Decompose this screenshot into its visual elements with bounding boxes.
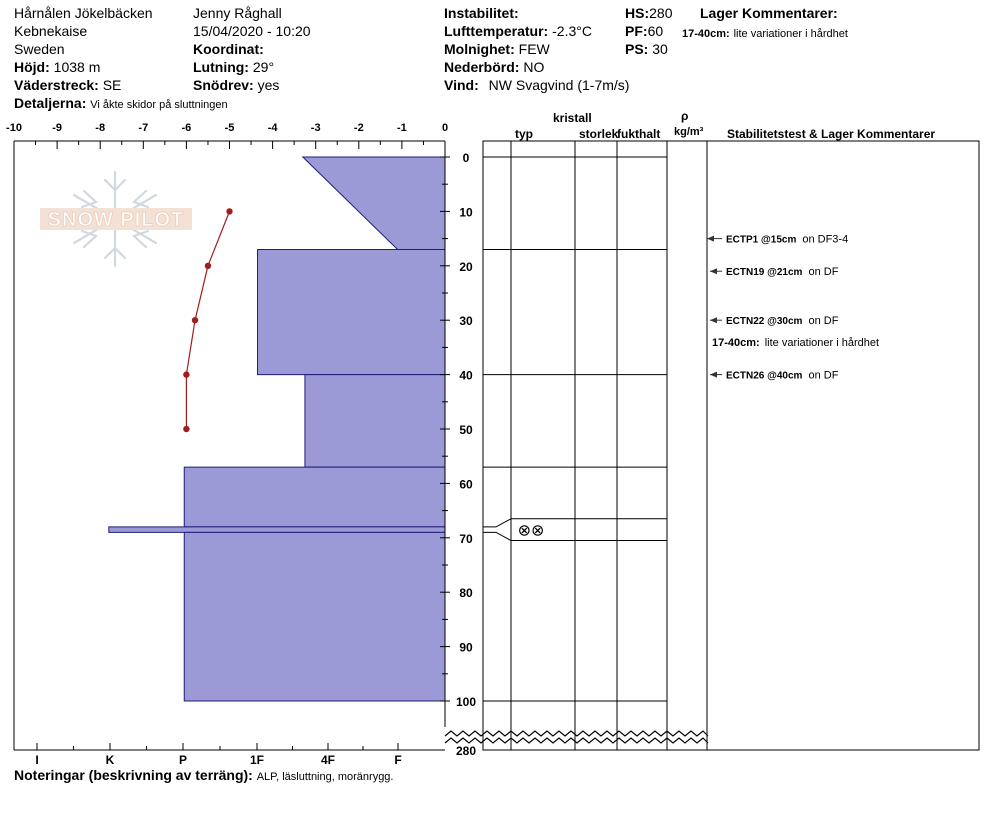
temp-tick-label-2: -8 — [95, 122, 106, 134]
observation-datetime: 15/04/2020 - 10:20 — [193, 23, 311, 39]
hardness-tick-label-3: 1F — [249, 753, 265, 767]
stability-test-1 — [726, 266, 839, 278]
crystal-type-symbol: ⊗⊗ — [517, 522, 545, 540]
depth-tick-label-9: 90 — [459, 640, 473, 655]
stability-test-code: ECTP1 @15cm — [726, 234, 797, 246]
depth-tick-label-1: 10 — [459, 205, 473, 220]
wind-label: Vind: — [444, 77, 479, 93]
stability-test-result: on DF — [808, 315, 839, 328]
depth-tick-label-7: 70 — [459, 531, 473, 546]
ps-value: 30 — [652, 41, 668, 57]
layer-comments-label: Lager Kommentarer: — [700, 5, 838, 21]
airtemp-label: Lufttemperatur: — [444, 23, 549, 39]
temperature-point-2 — [192, 317, 198, 323]
depth-break-zigzag-lower — [445, 738, 708, 743]
stability-arrowhead-1 — [710, 268, 717, 274]
elevation-label: Höjd: — [14, 59, 50, 75]
depth-break-label: 280 — [455, 744, 477, 758]
crystal-thin-layer-connector-top — [483, 519, 511, 527]
hardness-layer-0 — [303, 157, 445, 249]
density-unit: kg/m³ — [674, 126, 704, 138]
temp-tick-label-6: -4 — [267, 122, 278, 134]
stability-test-code: ECTN22 @30cm — [726, 316, 803, 328]
temp-tick-label-9: -1 — [397, 122, 407, 134]
temp-tick-label-5: -5 — [224, 122, 235, 134]
crystal-thin-layer-connector-bottom — [483, 532, 511, 540]
precip-label: Nederbörd: — [444, 59, 520, 75]
drift-value: yes — [257, 77, 280, 93]
coordinate-label: Koordinat: — [193, 41, 264, 57]
notes-label: Noteringar (beskrivning av terräng): — [14, 767, 253, 783]
depth-tick-label-6: 60 — [459, 477, 473, 492]
pf-value: 60 — [647, 23, 664, 39]
pf-label: PF: — [625, 23, 648, 39]
details-value: Vi åkte skidor på sluttningen — [90, 99, 228, 111]
stability-test-2 — [726, 315, 839, 327]
stability-arrowhead-2 — [710, 317, 717, 323]
crystal-group-header: kristall — [553, 111, 592, 125]
snowpilot-logo — [40, 172, 192, 266]
instability-label: Instabilitet: — [444, 5, 519, 21]
precip-value: NO — [523, 59, 545, 75]
region-name: Kebnekaise — [14, 23, 88, 39]
temp-tick-label-10: 0 — [441, 122, 449, 134]
observer-name: Jenny Råghall — [193, 5, 282, 21]
temp-tick-label-4: -6 — [181, 122, 192, 134]
stability-test-result: on DF — [808, 369, 839, 382]
depth-tick-label-3: 30 — [459, 314, 473, 329]
hardness-layer-5 — [184, 532, 445, 701]
aspect-label: Väderstreck: — [14, 77, 99, 93]
hardness-layer-2 — [305, 375, 445, 467]
hardness-profile — [109, 157, 445, 701]
airtemp-value: -2.3°C — [552, 23, 592, 39]
hardness-layer-3 — [184, 467, 445, 527]
temp-tick-label-0: -10 — [6, 122, 22, 134]
header-layer-comment-text: lite variationer i hårdhet — [733, 28, 848, 40]
temp-tick-label-3: -7 — [138, 122, 149, 134]
crystal-type-header: typ — [515, 127, 533, 141]
density-symbol: ρ — [681, 109, 689, 123]
grid-layer-comment-text: lite variationer i hårdhet — [764, 336, 880, 349]
depth-tick-label-4: 40 — [459, 368, 473, 383]
hs-value: 280 — [649, 5, 673, 21]
depth-tick-label-2: 20 — [459, 259, 473, 274]
hardness-layer-1 — [258, 249, 445, 374]
drift-label: Snödrev: — [193, 77, 254, 93]
aspect-value: SE — [102, 77, 122, 93]
depth-tick-label-8: 80 — [459, 586, 473, 601]
depth-tick-label-10: 100 — [455, 695, 477, 709]
hardness-tick-label-5: F — [394, 753, 402, 767]
temp-tick-label-8: -2 — [353, 122, 364, 134]
crystal-grid — [483, 141, 979, 750]
crystal-grid-frame — [483, 141, 979, 750]
cloud-label: Molnighet: — [444, 41, 515, 57]
stability-arrowhead-3 — [710, 372, 717, 378]
hardness-tick-label-1: K — [105, 753, 115, 767]
wind-value: NW Svagvind (1-7m/s) — [488, 77, 630, 93]
hardness-tick-label-2: P — [178, 753, 188, 767]
stability-arrowhead-0 — [707, 236, 714, 242]
details-label: Detaljerna: — [14, 95, 87, 111]
logo-text: SNOW PILOT — [47, 209, 185, 231]
crystal-size-header: storlek — [579, 127, 619, 141]
notes-value: ALP, läsluttning, moränrygg. — [256, 771, 394, 783]
elevation-value: 1038 m — [53, 59, 101, 75]
temperature-point-4 — [183, 426, 189, 432]
temperature-profile — [183, 208, 233, 432]
slope-label: Lutning: — [193, 59, 249, 75]
depth-tick-label-0: 0 — [462, 151, 470, 165]
country-name: Sweden — [14, 41, 65, 57]
slope-value: 29° — [252, 59, 275, 75]
comments-header: Stabilitetstest & Lager Kommentarer — [727, 127, 936, 141]
moisture-header: fukthalt — [617, 127, 661, 141]
location-name: Hårnålen Jökelbäcken — [14, 5, 153, 21]
stability-test-result: on DF3-4 — [802, 233, 849, 246]
hardness-tick-label-0: I — [35, 753, 39, 767]
stability-test-result: on DF — [808, 266, 839, 279]
temp-tick-label-7: -3 — [310, 122, 321, 134]
stability-test-3 — [726, 370, 839, 382]
hardness-tick-label-4: 4F — [320, 753, 336, 767]
temp-tick-label-1: -9 — [52, 122, 62, 134]
stability-test-code: ECTN26 @40cm — [726, 370, 803, 382]
hs-label: HS: — [625, 5, 650, 21]
temperature-point-1 — [205, 263, 211, 269]
header-layer-comment-range: 17-40cm: — [682, 28, 730, 40]
grid-layer-comment — [712, 337, 879, 349]
hardness-layer-4 — [109, 527, 445, 532]
notes-row — [14, 767, 393, 784]
temperature-point-3 — [183, 371, 189, 377]
ps-label: PS: — [625, 41, 649, 57]
depth-break-zigzag-upper — [445, 731, 708, 736]
temperature-point-0 — [226, 208, 232, 214]
cloud-value: FEW — [518, 41, 550, 57]
stability-test-code: ECTN19 @21cm — [726, 267, 803, 279]
grid-layer-comment-range: 17-40cm: — [712, 336, 760, 349]
stability-test-0 — [726, 234, 848, 246]
depth-tick-label-5: 50 — [459, 423, 473, 437]
